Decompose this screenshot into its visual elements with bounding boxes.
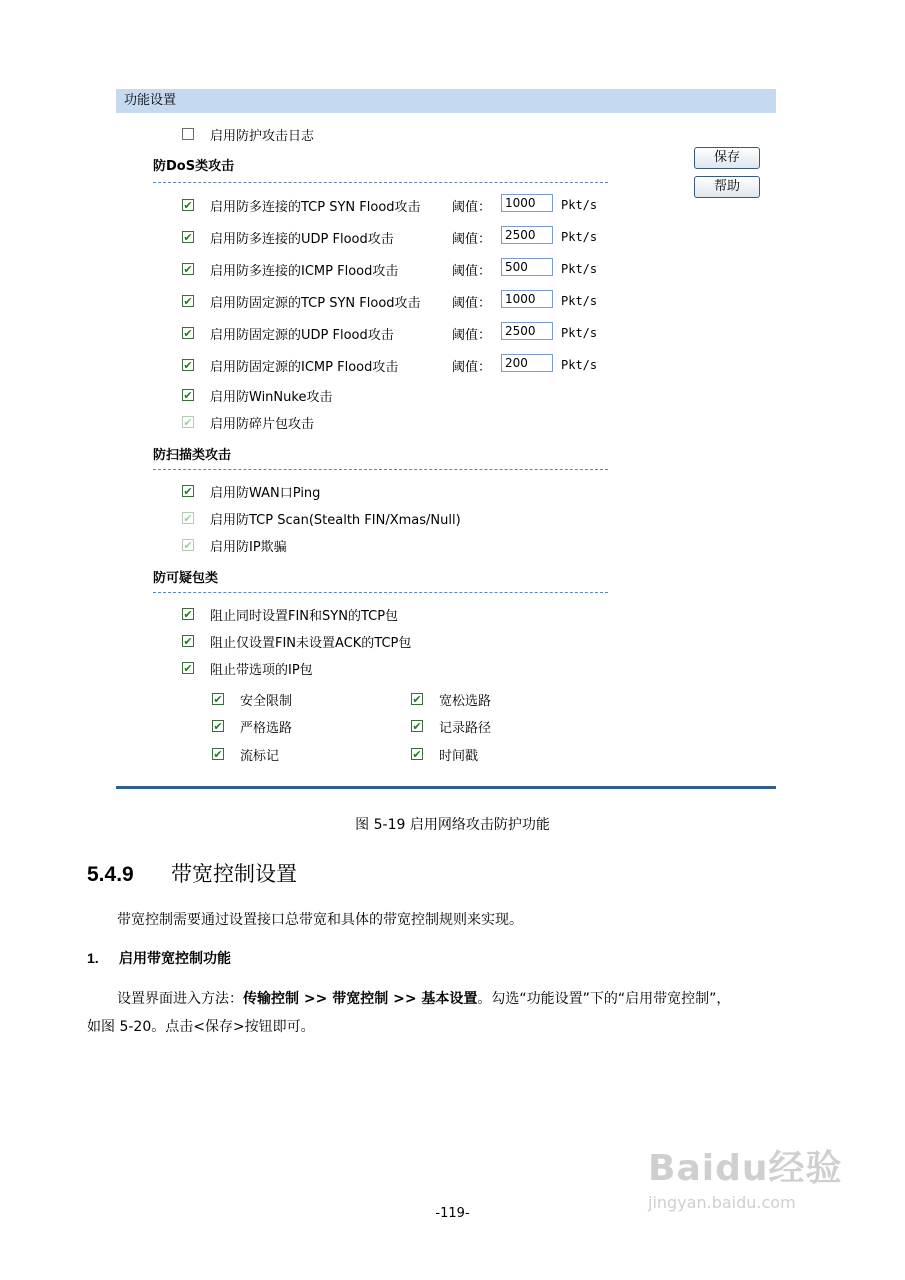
panel-bottom-border xyxy=(116,786,776,789)
figure-caption: 图 5-19 启用网络攻击防护功能 xyxy=(355,817,550,833)
dos-label: 启用防多连接的TCP SYN Flood攻击 xyxy=(210,199,421,215)
ip-option-checkbox[interactable]: ✔ xyxy=(412,692,422,706)
instruction-path: 传输控制 >> 带宽控制 >> 基本设置 xyxy=(243,991,478,1007)
wan-ping-label: 启用防WAN口Ping xyxy=(210,485,321,501)
ip-option-row[interactable] xyxy=(212,716,292,736)
dos-row[interactable] xyxy=(182,291,421,311)
fin-syn-label: 阻止同时设置FIN和SYN的TCP包 xyxy=(210,608,399,624)
winnuke-row[interactable] xyxy=(182,385,332,405)
tcp-scan-label: 启用防TCP Scan(Stealth FIN/Xmas/Null) xyxy=(210,512,461,528)
winnuke-label: 启用防WinNuke攻击 xyxy=(210,389,333,405)
instruction-prefix: 设置界面进入方法： xyxy=(117,991,243,1007)
threshold-label: 阈值： xyxy=(452,232,492,247)
threshold-unit: Pkt/s xyxy=(561,294,598,308)
dos-row[interactable] xyxy=(182,227,394,247)
ip-option-checkbox[interactable]: ✔ xyxy=(213,719,223,733)
section-heading xyxy=(87,858,297,888)
dos-checkbox[interactable]: ✔ xyxy=(183,294,193,308)
help-button[interactable]: 帮助 xyxy=(694,176,760,198)
threshold-unit: Pkt/s xyxy=(561,230,598,244)
fin-only-checkbox[interactable]: ✔ xyxy=(183,634,193,648)
ip-spoof-checkbox: ✔ xyxy=(183,538,193,552)
ip-option-row[interactable] xyxy=(411,689,491,709)
suspicious-divider xyxy=(153,592,608,593)
threshold-label: 阈值： xyxy=(452,360,492,375)
watermark-logo: Baidu经验 xyxy=(648,1148,843,1189)
fin-syn-checkbox[interactable]: ✔ xyxy=(183,607,193,621)
threshold-label: 阈值： xyxy=(452,200,492,215)
dos-checkbox[interactable]: ✔ xyxy=(183,262,193,276)
ip-spoof-row xyxy=(182,535,287,555)
ip-option-label: 安全限制 xyxy=(240,693,293,709)
intro-paragraph: 带宽控制需要通过设置接口总带宽和具体的带宽控制规则来实现。 xyxy=(117,912,523,928)
fin-only-label: 阻止仅设置FIN未设置ACK的TCP包 xyxy=(210,635,412,651)
wan-ping-row[interactable] xyxy=(182,481,320,501)
dos-checkbox[interactable]: ✔ xyxy=(183,198,193,212)
ip-options-checkbox[interactable]: ✔ xyxy=(183,661,193,675)
ip-option-label: 严格选路 xyxy=(240,720,293,736)
ip-option-row[interactable] xyxy=(212,689,292,709)
dos-row[interactable] xyxy=(182,195,421,215)
subsection-number: 1. xyxy=(87,950,99,966)
threshold-input[interactable]: 2500 xyxy=(501,226,553,244)
page-number: -119- xyxy=(435,1206,470,1221)
threshold-input[interactable]: 200 xyxy=(501,354,553,372)
dos-label: 启用防固定源的TCP SYN Flood攻击 xyxy=(210,295,421,311)
fragment-label: 启用防碎片包攻击 xyxy=(210,416,315,432)
watermark-url: jingyan.baidu.com xyxy=(648,1193,796,1212)
threshold-input[interactable]: 2500 xyxy=(501,322,553,340)
ip-option-row[interactable] xyxy=(212,744,279,764)
scan-divider xyxy=(153,469,608,470)
ip-options-label: 阻止带选项的IP包 xyxy=(210,662,313,678)
ip-option-label: 记录路径 xyxy=(439,720,492,736)
dos-label: 启用防多连接的UDP Flood攻击 xyxy=(210,231,394,247)
dos-section-title: 防DoS类攻击 xyxy=(153,159,235,174)
threshold-input[interactable]: 1000 xyxy=(501,290,553,308)
ip-spoof-label: 启用防IP欺骗 xyxy=(210,539,287,555)
fragment-checkbox: ✔ xyxy=(183,415,193,429)
instruction-suffix: 。勾选“功能设置”下的“启用带宽控制”， xyxy=(477,991,731,1007)
dos-checkbox[interactable]: ✔ xyxy=(183,326,193,340)
fin-syn-row[interactable] xyxy=(182,604,398,624)
dos-label: 启用防多连接的ICMP Flood攻击 xyxy=(210,263,399,279)
threshold-label: 阈值： xyxy=(452,264,492,279)
instruction-line-2: 如图 5-20。点击<保存>按钮即可。 xyxy=(87,1019,315,1035)
panel-header xyxy=(116,89,776,113)
enable-log-row[interactable] xyxy=(182,124,314,144)
fin-only-row[interactable] xyxy=(182,631,411,651)
threshold-unit: Pkt/s xyxy=(561,358,598,372)
watermark xyxy=(648,1140,842,1212)
dos-row[interactable] xyxy=(182,355,398,375)
section-title: 带宽控制设置 xyxy=(171,862,297,886)
ip-option-checkbox[interactable]: ✔ xyxy=(412,719,422,733)
ip-option-checkbox[interactable]: ✔ xyxy=(213,747,223,761)
tcp-scan-checkbox: ✔ xyxy=(183,511,193,525)
winnuke-checkbox[interactable]: ✔ xyxy=(183,388,193,402)
subsection-heading xyxy=(87,948,231,968)
dos-checkbox[interactable]: ✔ xyxy=(183,230,193,244)
section-number: 5.4.9 xyxy=(87,863,134,886)
dos-checkbox[interactable]: ✔ xyxy=(183,358,193,372)
ip-options-row[interactable] xyxy=(182,658,313,678)
enable-log-checkbox[interactable] xyxy=(182,128,194,140)
scan-section-title: 防扫描类攻击 xyxy=(153,448,232,463)
threshold-label: 阈值： xyxy=(452,328,492,343)
panel-title: 功能设置 xyxy=(124,93,177,108)
ip-option-label: 时间戳 xyxy=(439,748,479,764)
ip-option-checkbox[interactable]: ✔ xyxy=(412,747,422,761)
wan-ping-checkbox[interactable]: ✔ xyxy=(183,484,193,498)
ip-option-row[interactable] xyxy=(411,716,491,736)
threshold-unit: Pkt/s xyxy=(561,198,598,212)
save-button[interactable]: 保存 xyxy=(694,147,760,169)
ip-option-checkbox[interactable]: ✔ xyxy=(213,692,223,706)
threshold-input[interactable]: 1000 xyxy=(501,194,553,212)
threshold-input[interactable]: 500 xyxy=(501,258,553,276)
dos-row[interactable] xyxy=(182,323,394,343)
dos-label: 启用防固定源的UDP Flood攻击 xyxy=(210,327,394,343)
dos-row[interactable] xyxy=(182,259,398,279)
suspicious-section-title: 防可疑包类 xyxy=(153,571,219,586)
fragment-row xyxy=(182,412,314,432)
dos-label: 启用防固定源的ICMP Flood攻击 xyxy=(210,359,399,375)
threshold-unit: Pkt/s xyxy=(561,262,598,276)
threshold-label: 阈值： xyxy=(452,296,492,311)
ip-option-label: 宽松选路 xyxy=(439,693,492,709)
ip-option-row[interactable] xyxy=(411,744,478,764)
tcp-scan-row xyxy=(182,508,461,528)
ip-option-label: 流标记 xyxy=(240,748,280,764)
subsection-title: 启用带宽控制功能 xyxy=(119,951,231,967)
dos-divider xyxy=(153,182,608,183)
enable-log-label: 启用防护攻击日志 xyxy=(210,128,315,144)
instruction-line-1 xyxy=(117,985,730,1013)
threshold-unit: Pkt/s xyxy=(561,326,598,340)
